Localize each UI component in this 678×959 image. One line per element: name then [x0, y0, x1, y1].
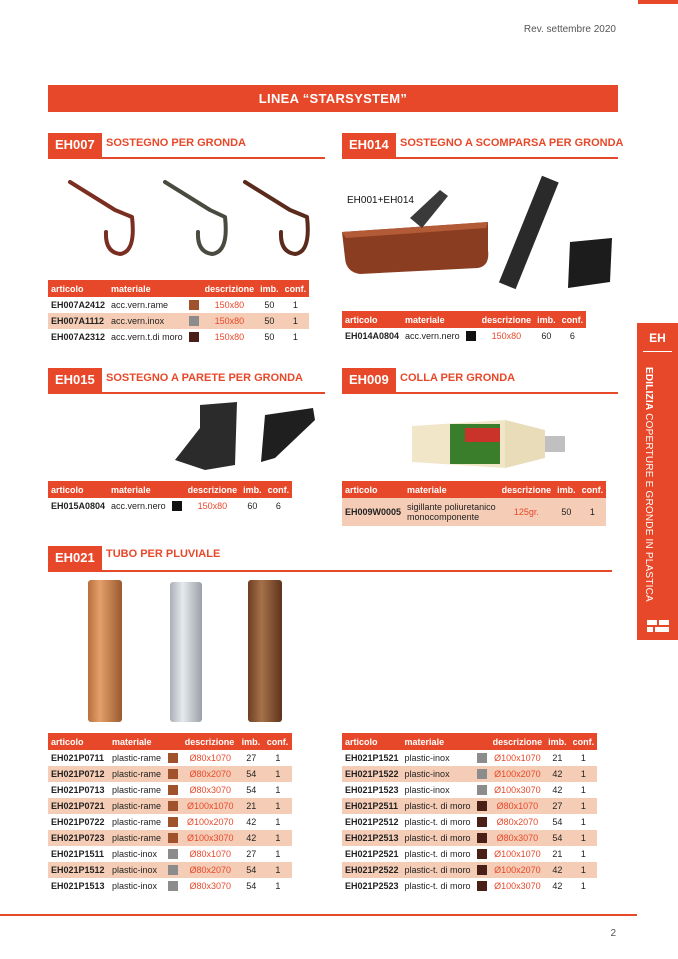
- cell-swatch: [463, 328, 479, 344]
- cell-imb: 27: [246, 849, 257, 859]
- col-conf: conf.: [570, 733, 598, 750]
- table-header-row: [342, 311, 586, 328]
- cell-descrizione: 150x80: [202, 313, 258, 329]
- color-swatch: [168, 817, 178, 827]
- cell-materiale: plastic-rame: [112, 753, 162, 763]
- cell-imb: 50: [264, 300, 275, 310]
- col-conf: conf.: [579, 481, 607, 498]
- table-eh014: [342, 311, 586, 344]
- cell-descrizione: Ø100x1070: [182, 798, 239, 814]
- table-row: [48, 750, 292, 766]
- cell-articolo: EH021P2522: [342, 862, 402, 878]
- cell-articolo: EH021P2521: [345, 849, 399, 859]
- section-title-eh007: SOSTEGNO PER GRONDA: [106, 137, 246, 149]
- color-swatch: [189, 332, 199, 342]
- gutter-brackets-image: [60, 172, 330, 267]
- cell-swatch: [474, 846, 490, 862]
- section-title-eh021: TUBO PER PLUVIALE: [106, 548, 221, 560]
- cell-conf: 6: [569, 331, 575, 341]
- cell-imb: 42: [545, 766, 570, 782]
- color-swatch: [172, 501, 182, 511]
- color-swatch: [477, 881, 487, 891]
- cell-imb: 21: [239, 798, 264, 814]
- cell-descrizione: 150x80: [214, 332, 245, 342]
- cell-swatch: [165, 862, 181, 878]
- section-rule-eh014: [342, 157, 618, 159]
- page-banner: LINEA “STARSYSTEM”: [48, 85, 618, 112]
- col-descrizione: descrizione: [182, 733, 239, 750]
- cell-imb: 42: [552, 881, 563, 891]
- cell-conf: 1: [264, 830, 292, 846]
- bricks-icon: [647, 620, 669, 632]
- table-row: [342, 798, 597, 814]
- cell-swatch: [474, 862, 490, 878]
- cell-descrizione: Ø80x2070: [182, 766, 239, 782]
- cell-swatch: [165, 846, 181, 862]
- sidebar-category-text: [643, 367, 654, 602]
- color-swatch: [189, 300, 199, 310]
- cell-conf: 1: [264, 862, 292, 878]
- table-row: [342, 814, 597, 830]
- cell-imb: 21: [552, 753, 563, 763]
- table-eh021-left: [48, 733, 292, 894]
- cell-descrizione: 150x80: [197, 501, 228, 511]
- cell-descrizione: Ø100x3070: [494, 881, 541, 891]
- col-materiale: materiale: [108, 481, 169, 498]
- cell-materiale-line-1: sigillante poliuretanico: [407, 502, 496, 512]
- cell-conf: 1: [292, 332, 298, 342]
- cell-imb: 54: [239, 862, 264, 878]
- cell-materiale: plastic-inox: [109, 862, 165, 878]
- cell-materiale: acc.vern.rame: [111, 300, 169, 310]
- section-title-eh009: COLLA PER GRONDA: [400, 372, 516, 384]
- col-imb: imb.: [534, 311, 559, 328]
- cell-imb: 27: [246, 753, 257, 763]
- sidebar-text-rest: COPERTURE E GRONDE IN PLASTICA: [643, 410, 654, 602]
- table-eh015: [48, 481, 292, 514]
- table-row: [48, 846, 292, 862]
- cell-descrizione: Ø100x3070: [494, 785, 541, 795]
- cell-materiale: plastic-t. di moro: [402, 830, 474, 846]
- col-articolo: articolo: [48, 733, 109, 750]
- cell-swatch: [186, 297, 202, 313]
- cell-swatch: [165, 798, 181, 814]
- table-row: [48, 313, 309, 329]
- color-swatch: [477, 769, 487, 779]
- cell-articolo: EH021P0721: [48, 798, 109, 814]
- top-accent-bar: [638, 0, 678, 4]
- col-materiale: materiale: [108, 280, 186, 297]
- table-header-row: [342, 733, 597, 750]
- table-eh021-right: [342, 733, 597, 894]
- table-row: [342, 878, 597, 894]
- cell-descrizione: Ø100x1070: [494, 849, 541, 859]
- cell-articolo: EH021P2511: [342, 798, 402, 814]
- cell-materiale: plastic-rame: [109, 830, 165, 846]
- section-rule-eh009: [342, 392, 618, 394]
- color-swatch: [189, 316, 199, 326]
- col-imb: imb.: [239, 733, 264, 750]
- table-row: [342, 328, 586, 344]
- col-swatch: [474, 733, 490, 750]
- cell-conf: 1: [580, 849, 586, 859]
- cell-descrizione: Ø80x1070: [189, 753, 231, 763]
- cell-swatch: [474, 814, 490, 830]
- sidebar-text-bold: EDILIZIA: [643, 367, 654, 411]
- col-descrizione: descrizione: [499, 481, 555, 498]
- cell-conf: 1: [570, 766, 598, 782]
- cell-articolo: EH021P1521: [345, 753, 399, 763]
- cell-swatch: [169, 498, 185, 514]
- section-code-eh015: EH015: [48, 368, 102, 392]
- cell-swatch: [474, 782, 490, 798]
- cell-conf: 1: [580, 753, 586, 763]
- table-row: [342, 498, 606, 526]
- cell-conf: 1: [570, 798, 598, 814]
- cell-materiale: acc.vern.nero: [405, 331, 460, 341]
- cell-descrizione: 150x80: [491, 331, 522, 341]
- cell-imb: 42: [552, 785, 563, 795]
- image-label-eh001-eh014: EH001+EH014: [347, 195, 414, 206]
- page-number: 2: [610, 928, 616, 939]
- cell-swatch: [474, 878, 490, 894]
- sidebar-code: EH: [649, 331, 666, 345]
- table-row: [48, 297, 309, 313]
- cell-articolo: EH007A2412: [51, 300, 106, 310]
- cell-swatch: [165, 830, 181, 846]
- section-rule-eh007: [48, 157, 325, 159]
- color-swatch: [477, 833, 487, 843]
- cell-conf: 1: [292, 300, 298, 310]
- cell-articolo: EH021P1513: [51, 881, 105, 891]
- col-imb: imb.: [257, 280, 282, 297]
- cell-imb: 54: [246, 881, 257, 891]
- cell-descrizione: Ø80x3070: [189, 785, 231, 795]
- table-row: [48, 798, 292, 814]
- cell-conf: 1: [570, 830, 598, 846]
- color-swatch: [168, 801, 178, 811]
- cell-conf: 1: [282, 313, 310, 329]
- cell-descrizione: 150x80: [214, 300, 245, 310]
- cell-materiale: plastic-inox: [402, 766, 474, 782]
- cell-imb: 54: [545, 830, 570, 846]
- cell-conf: 1: [275, 817, 281, 827]
- cell-swatch: [474, 750, 490, 766]
- color-swatch: [168, 769, 178, 779]
- cell-swatch: [165, 750, 181, 766]
- cell-articolo: EH007A1112: [48, 313, 108, 329]
- cell-articolo: EH021P1511: [51, 849, 105, 859]
- col-swatch: [463, 311, 479, 328]
- table-row: [48, 862, 292, 878]
- cell-conf: 1: [570, 862, 598, 878]
- wall-bracket-image: [165, 400, 325, 475]
- cell-articolo: EH009W0005: [342, 498, 404, 526]
- cell-articolo: EH021P0713: [51, 785, 105, 795]
- cell-descrizione: Ø80x3070: [490, 830, 546, 846]
- table-header-row: [48, 280, 309, 297]
- cell-articolo: EH021P1522: [342, 766, 402, 782]
- category-sidebar: [637, 323, 678, 640]
- cell-imb: 21: [552, 849, 563, 859]
- cell-materiale: plastic-t. di moro: [402, 862, 474, 878]
- cell-swatch: [165, 782, 181, 798]
- cell-articolo: EH021P0722: [51, 817, 105, 827]
- cell-imb: 50: [257, 313, 282, 329]
- color-swatch: [477, 801, 487, 811]
- cell-articolo: EH021P2512: [345, 817, 399, 827]
- cell-conf: 1: [275, 881, 281, 891]
- cell-imb: 42: [545, 862, 570, 878]
- table-row: [48, 498, 292, 514]
- color-swatch: [168, 881, 178, 891]
- cell-swatch: [474, 830, 490, 846]
- cell-articolo: EH021P0712: [48, 766, 109, 782]
- table-row: [48, 814, 292, 830]
- cell-swatch: [186, 329, 202, 345]
- glue-tube-image: [410, 418, 570, 470]
- cell-articolo: EH021P1523: [345, 785, 399, 795]
- cell-imb: 42: [246, 817, 257, 827]
- table-row: [48, 782, 292, 798]
- cell-materiale: plastic-t. di moro: [404, 817, 471, 827]
- col-descrizione: descrizione: [490, 733, 546, 750]
- cell-imb: 54: [246, 785, 257, 795]
- cell-descrizione: Ø80x2070: [182, 862, 239, 878]
- cell-materiale-line-2: monocomponente: [407, 512, 480, 522]
- col-conf: conf.: [265, 481, 293, 498]
- cell-swatch: [165, 814, 181, 830]
- cell-descrizione: Ø80x3070: [189, 881, 231, 891]
- col-descrizione: descrizione: [185, 481, 241, 498]
- col-descrizione: descrizione: [479, 311, 535, 328]
- sidebar-divider: [643, 351, 672, 352]
- table-row: [48, 830, 292, 846]
- cell-conf: 1: [275, 753, 281, 763]
- table-row: [342, 782, 597, 798]
- cell-swatch: [165, 878, 181, 894]
- cell-articolo: EH021P2513: [342, 830, 402, 846]
- cell-imb: 60: [247, 501, 258, 511]
- cell-conf: 1: [580, 817, 586, 827]
- col-conf: conf.: [282, 280, 310, 297]
- color-swatch: [477, 865, 487, 875]
- cell-materiale: plastic-inox: [112, 849, 158, 859]
- cell-imb: 54: [239, 766, 264, 782]
- section-rule-eh021: [48, 570, 612, 572]
- col-materiale: materiale: [402, 733, 474, 750]
- cell-descrizione: Ø80x1070: [490, 798, 546, 814]
- color-swatch: [477, 849, 487, 859]
- col-articolo: articolo: [342, 311, 402, 328]
- cell-descrizione: Ø100x2070: [186, 817, 234, 827]
- cell-conf: 1: [579, 498, 607, 526]
- table-row: [342, 766, 597, 782]
- table-row: [48, 766, 292, 782]
- table-row: [342, 846, 597, 862]
- cell-conf: 1: [275, 785, 281, 795]
- cell-materiale: plastic-inox: [404, 785, 450, 795]
- cell-materiale: plastic-rame: [112, 785, 162, 795]
- cell-swatch: [186, 313, 202, 329]
- table-header-row: [48, 481, 292, 498]
- cell-imb: 27: [545, 798, 570, 814]
- cell-materiale: plastic-rame: [109, 766, 165, 782]
- table-row: [48, 878, 292, 894]
- col-articolo: articolo: [342, 733, 402, 750]
- section-code-eh014: EH014: [342, 133, 396, 157]
- col-materiale: materiale: [109, 733, 165, 750]
- section-title-eh014: SOSTEGNO A SCOMPARSA PER GRONDA: [400, 137, 624, 149]
- col-conf: conf.: [559, 311, 587, 328]
- color-swatch: [168, 753, 178, 763]
- cell-materiale: [404, 498, 499, 526]
- cell-imb: 60: [541, 331, 552, 341]
- col-materiale: materiale: [402, 311, 463, 328]
- color-swatch: [477, 785, 487, 795]
- cell-conf: 1: [580, 881, 586, 891]
- cell-conf: 1: [264, 798, 292, 814]
- cell-swatch: [474, 766, 490, 782]
- cell-conf: 1: [264, 766, 292, 782]
- cell-descrizione: Ø100x2070: [490, 766, 546, 782]
- cell-imb: 50: [554, 498, 579, 526]
- table-eh009: [342, 481, 606, 526]
- footer-rule: [0, 914, 637, 916]
- cell-articolo: EH014A0804: [345, 331, 400, 341]
- cell-articolo: EH021P2523: [345, 881, 399, 891]
- color-swatch: [168, 849, 178, 859]
- cell-descrizione: Ø100x2070: [490, 862, 546, 878]
- table-eh007: [48, 280, 309, 345]
- col-descrizione: descrizione: [202, 280, 258, 297]
- cell-materiale: plastic-t. di moro: [404, 849, 471, 859]
- cell-descrizione: Ø80x2070: [496, 817, 539, 827]
- section-code-eh007: EH007: [48, 133, 102, 157]
- cell-swatch: [474, 798, 490, 814]
- cell-materiale: acc.vern.nero: [111, 501, 166, 511]
- section-title-eh015: SOSTEGNO A PARETE PER GRONDA: [106, 372, 304, 384]
- cell-materiale: plastic-rame: [112, 817, 162, 827]
- hidden-bracket-image: [340, 170, 620, 300]
- cell-conf: 1: [580, 785, 586, 795]
- color-swatch: [168, 785, 178, 795]
- cell-materiale: plastic-inox: [112, 881, 158, 891]
- cell-descrizione: 125gr.: [499, 498, 555, 526]
- color-swatch: [477, 817, 487, 827]
- cell-articolo: EH015A0804: [51, 501, 106, 511]
- cell-articolo: EH021P1512: [48, 862, 109, 878]
- col-articolo: articolo: [48, 481, 108, 498]
- cell-conf: 1: [275, 849, 281, 859]
- cell-imb: 54: [552, 817, 563, 827]
- col-imb: imb.: [545, 733, 570, 750]
- col-materiale: materiale: [404, 481, 499, 498]
- section-code-eh021: EH021: [48, 546, 102, 570]
- cell-imb: 50: [264, 332, 275, 342]
- color-swatch: [477, 753, 487, 763]
- section-code-eh009: EH009: [342, 368, 396, 392]
- cell-materiale: plastic-rame: [109, 798, 165, 814]
- cell-materiale: plastic-t. di moro: [402, 798, 474, 814]
- color-swatch: [466, 331, 476, 341]
- cell-descrizione: Ø100x1070: [494, 753, 541, 763]
- color-swatch: [168, 865, 178, 875]
- table-header-row: [342, 481, 606, 498]
- table-row: [342, 830, 597, 846]
- section-rule-eh015: [48, 392, 325, 394]
- cell-articolo: EH007A2312: [51, 332, 106, 342]
- cell-descrizione: Ø80x1070: [189, 849, 231, 859]
- cell-materiale: acc.vern.inox: [108, 313, 186, 329]
- cell-descrizione: Ø100x3070: [182, 830, 239, 846]
- downpipe-tubes-image: [60, 576, 310, 726]
- col-swatch: [165, 733, 181, 750]
- cell-conf: 6: [275, 501, 281, 511]
- col-articolo: articolo: [48, 280, 108, 297]
- col-swatch: [169, 481, 185, 498]
- col-imb: imb.: [554, 481, 579, 498]
- cell-materiale: plastic-t. di moro: [404, 881, 471, 891]
- col-conf: conf.: [264, 733, 292, 750]
- table-row: [342, 862, 597, 878]
- color-swatch: [168, 833, 178, 843]
- table-row: [342, 750, 597, 766]
- cell-articolo: EH021P0711: [51, 753, 105, 763]
- cell-materiale: plastic-inox: [404, 753, 450, 763]
- col-swatch: [186, 280, 202, 297]
- cell-materiale: acc.vern.t.di moro: [111, 332, 183, 342]
- cell-swatch: [165, 766, 181, 782]
- table-header-row: [48, 733, 292, 750]
- col-imb: imb.: [240, 481, 265, 498]
- cell-articolo: EH021P0723: [48, 830, 109, 846]
- cell-imb: 42: [239, 830, 264, 846]
- col-articolo: articolo: [342, 481, 404, 498]
- revision-label: Rev. settembre 2020: [523, 24, 616, 35]
- table-row: [48, 329, 309, 345]
